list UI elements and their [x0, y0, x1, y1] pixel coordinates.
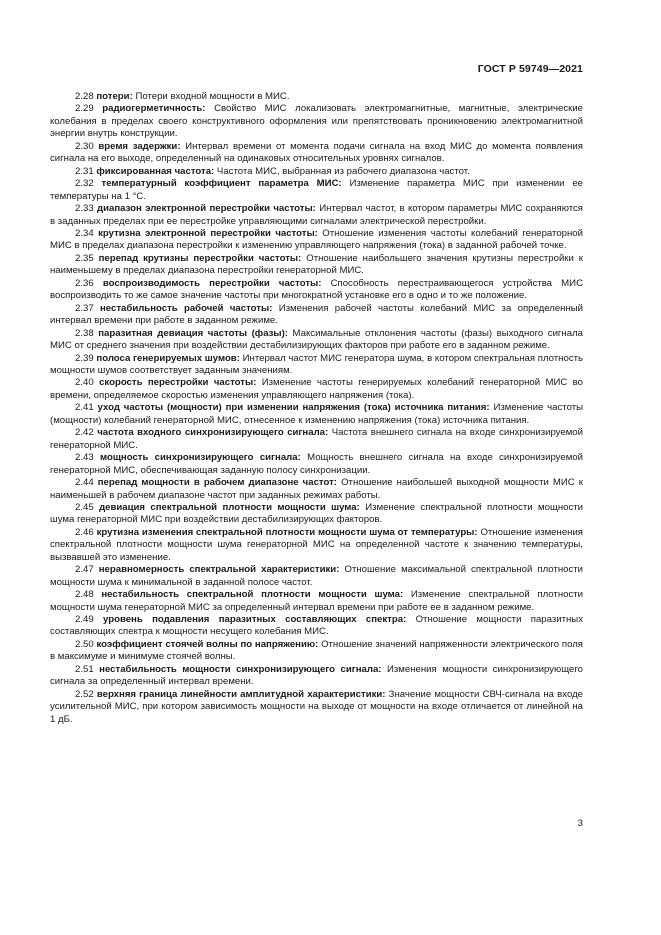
- entry-definition: Свойство МИС локализовать электромагнитные, магнитные, электрические колебания в пределах своего конструктивного оформления или препятствовать проникновению электромагнитной энергии внутрь конструкции.: [50, 103, 584, 140]
- entry-term: время задержки:: [98, 140, 181, 152]
- entry-number: 2.30: [75, 140, 94, 152]
- entry-number: 2.34: [75, 227, 94, 239]
- entry-number: 2.37: [75, 302, 94, 314]
- definitions-list: [50, 91, 583, 726]
- entry-definition: Интервал времени от момента подачи сигнала на вход МИС до момента появления сигнала на его выходе, определенный на одинаковых относительных уровнях сигналов.: [50, 140, 583, 165]
- definition-entry: [50, 253, 583, 278]
- definition-entry: [50, 664, 583, 689]
- entry-number: 2.48: [75, 589, 94, 601]
- page-number: 3: [577, 818, 583, 829]
- entry-term: воспроизводимость перестройки частоты:: [102, 277, 322, 289]
- definition-entry: [50, 278, 583, 303]
- entry-number: 2.49: [75, 614, 94, 626]
- entry-number: 2.47: [75, 564, 94, 576]
- entry-term: скорость перестройки частоты:: [99, 377, 257, 389]
- entry-term: мощность синхронизирующего сигнала:: [99, 452, 301, 464]
- entry-term: неравномерность спектральной характеристики:: [98, 564, 340, 576]
- entry-definition: Способность перестраивающегося устройства МИС воспроизводить то же самое значение частоты при многократной установке его в одно и то же положение.: [50, 277, 583, 302]
- entry-number: 2.33: [75, 203, 94, 215]
- entry-number: 2.46: [75, 526, 94, 538]
- document-header: ГОСТ Р 59749—2021: [477, 63, 583, 75]
- entry-number: 2.36: [75, 277, 94, 289]
- entry-definition: Отношение максимальной спектральной плотности мощности шума к минимальной в заданной полосе частот.: [50, 564, 583, 588]
- entry-number: 2.45: [75, 501, 94, 513]
- entry-term: частота входного синхронизирующего сигнала:: [97, 427, 329, 439]
- definition-entry: [50, 689, 583, 726]
- entry-term: диапазон электронной перестройки частоты:: [97, 203, 316, 215]
- entry-definition: Изменение спектральной плотности мощности шума генераторной МИС за определенный интервал времени при работе ее в заданном режиме.: [50, 589, 584, 613]
- entry-definition: Изменение частоты (мощности) колебаний генераторной МИС, отнесенное к изменению напряжения (тока) источника питания.: [50, 402, 583, 426]
- entry-definition: Интервал частот МИС генератора шума, в котором спектральная плотность мощности шумов соответствует заданным значениям.: [50, 352, 584, 376]
- entry-term: нестабильность спектральной плотности мощности шума:: [101, 589, 404, 601]
- entry-term: коэффициент стоячей волны по напряжению:: [96, 638, 319, 650]
- entry-number: 2.35: [75, 252, 94, 264]
- entry-definition: Частота внешнего сигнала на входе синхронизируемой генераторной МИС.: [50, 427, 583, 451]
- entry-number: 2.42: [75, 427, 94, 439]
- entry-number: 2.50: [75, 638, 94, 650]
- entry-definition: Изменение частоты генерируемых колебаний генераторной МИС во времени, определяемое скоростью изменения управляющего напряжения (тока).: [50, 377, 584, 401]
- definition-entry: [50, 502, 583, 527]
- entry-number: 2.28: [75, 91, 94, 102]
- entry-number: 2.51: [75, 663, 94, 675]
- entry-term: крутизна изменения спектральной плотности мощности шума от температуры:: [96, 526, 478, 538]
- entry-definition: Изменение параметра МИС при изменении ее температуры на 1 °С.: [50, 178, 583, 202]
- definition-entry: [50, 103, 583, 140]
- definition-entry: [50, 377, 583, 402]
- entry-definition: Отношение изменения спектральной плотности мощности шума генераторной МИС на определенной частоте к значению температуры, вызвавшей это изменение.: [50, 526, 584, 563]
- entry-number: 2.31: [75, 165, 94, 177]
- entry-term: потери:: [96, 91, 133, 102]
- entry-definition: Потери входной мощности в МИС.: [135, 91, 290, 102]
- entry-definition: Изменение спектральной плотности мощности шума генераторной МИС при воздействии дестабилизирующих факторов.: [50, 501, 584, 526]
- entry-term: уход частоты (мощности) при изменении напряжения (тока) источника питания:: [97, 402, 490, 414]
- definition-entry: [50, 527, 583, 564]
- entry-number: 2.44: [75, 477, 94, 489]
- entry-number: 2.41: [75, 402, 94, 414]
- entry-definition: Интервал частот, в котором параметры МИС сохраняются в заданных пределах при ее перестройке управляющими сигналами электрической перестройки.: [50, 203, 583, 227]
- entry-term: нестабильность рабочей частоты:: [100, 302, 273, 314]
- entry-number: 2.40: [75, 377, 94, 389]
- entry-term: крутизна электронной перестройки частоты:: [98, 227, 318, 239]
- definition-entry: [50, 178, 583, 203]
- entry-term: паразитная девиация частоты (фазы):: [98, 327, 289, 339]
- entry-term: радиогерметичность:: [102, 103, 206, 115]
- definition-entry: [50, 328, 583, 353]
- entry-definition: Максимальные отклонения частоты (фазы) выходного сигнала МИС от среднего значения при воздействии дестабилизирующих факторов при работе его в заданном режиме.: [50, 327, 584, 352]
- entry-number: 2.52: [75, 688, 94, 700]
- definition-entry: [50, 477, 583, 502]
- entry-term: девиация спектральной плотности мощности шума:: [99, 501, 360, 513]
- entry-definition: Частота МИС, выбранная из рабочего диапазона частот.: [216, 165, 470, 177]
- definition-entry: [50, 228, 583, 253]
- entry-term: температурный коэффициент параметра МИС:: [101, 178, 342, 190]
- entry-number: 2.32: [75, 178, 94, 190]
- definition-entry: [50, 303, 583, 328]
- definition-entry: [50, 166, 583, 178]
- entry-term: фиксированная частота:: [96, 165, 215, 177]
- entry-definition: Отношение наибольшей выходной мощности МИС к наименьшей в рабочем диапазоне частот при заданных режимах работы.: [50, 477, 583, 501]
- entry-definition: Мощность внешнего сигнала на входе синхронизируемой генераторной МИС, обеспечивающая заданную полосу синхронизации.: [50, 452, 583, 476]
- entry-number: 2.39: [75, 352, 94, 364]
- entry-term: перепад мощности в рабочем диапазоне частот:: [97, 477, 338, 489]
- entry-definition: Отношение изменения частоты колебаний генераторной МИС в пределах диапазона перестройки к изменению управляющего напряжения (тока) в заданной рабочей точке.: [50, 227, 583, 252]
- entry-term: уровень подавления паразитных составляющих спектра:: [103, 614, 407, 626]
- definition-entry: [50, 614, 583, 639]
- entry-definition: Отношение наибольшего значения крутизны перестройки к наименьшему в пределах диапазона перестройки генераторной МИС.: [50, 252, 583, 277]
- definition-entry: [50, 353, 583, 378]
- definition-entry: [50, 427, 583, 452]
- definition-entry: [50, 589, 583, 614]
- definition-entry: [50, 141, 583, 166]
- entry-definition: Отношение мощности паразитных составляющих спектра к мощности несущего колебания МИС.: [50, 614, 583, 638]
- definition-entry: [50, 639, 583, 664]
- definition-entry: [50, 203, 583, 228]
- definition-entry: [50, 564, 583, 589]
- entry-definition: Изменения мощности синхронизирующего сигнала за определенный интервал времени.: [50, 663, 583, 688]
- entry-definition: Отношение значений напряженности электрического поля в максимуме и минимуме стоячей волны.: [50, 638, 583, 663]
- entry-number: 2.38: [75, 327, 94, 339]
- definition-entry: [50, 452, 583, 477]
- entry-term: нестабильность мощности синхронизирующего сигнала:: [99, 663, 382, 675]
- entry-definition: Значение мощности СВЧ-сигнала на входе усилительной МИС, при котором зависимость мощности на выходе от мощности на входе отличается от линейной на 1 дБ.: [50, 688, 584, 725]
- entry-number: 2.43: [75, 452, 94, 464]
- definition-entry: [50, 402, 583, 427]
- entry-term: верхняя граница линейности амплитудной характеристики:: [96, 688, 386, 700]
- entry-term: полоса генерируемых шумов:: [96, 352, 240, 364]
- entry-term: перепад крутизны перестройки частоты:: [98, 252, 302, 264]
- definition-entry: [50, 91, 583, 103]
- entry-definition: Изменения рабочей частоты колебаний МИС за определенный интервал времени при работе в заданном режиме.: [50, 302, 584, 327]
- entry-number: 2.29: [75, 103, 94, 115]
